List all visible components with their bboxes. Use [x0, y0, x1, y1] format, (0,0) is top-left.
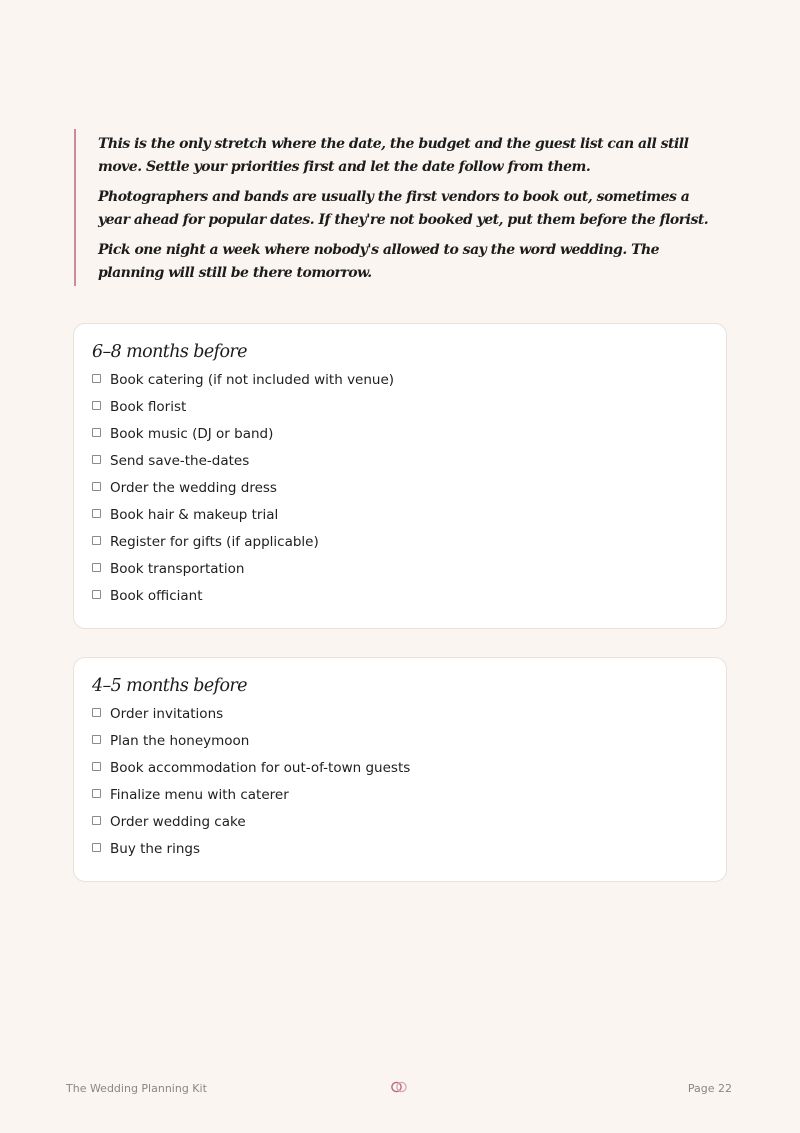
intro-tips — [74, 129, 724, 286]
checklist-item-label: Book officiant — [110, 588, 203, 604]
checkbox[interactable] — [92, 482, 101, 491]
checklist-section-4-5-months — [73, 657, 727, 882]
checklist-item-label: Book music (DJ or band) — [110, 426, 274, 442]
checkbox[interactable] — [92, 816, 101, 825]
checklist-item-label: Book florist — [110, 399, 187, 415]
checklist-item — [92, 760, 708, 787]
checklist-item-label: Book transportation — [110, 561, 245, 577]
checklist-item — [92, 534, 708, 561]
checkbox[interactable] — [92, 536, 101, 545]
checkbox[interactable] — [92, 789, 101, 798]
checklist-item — [92, 814, 708, 841]
checkbox[interactable] — [92, 762, 101, 771]
checklist-item — [92, 706, 708, 733]
checkbox[interactable] — [92, 843, 101, 852]
intro-paragraph: Pick one night a week where nobody's allowed to say the word wedding. The planning will still be there tomorrow. — [98, 242, 660, 281]
checklist-item — [92, 588, 708, 615]
checklist-item-label: Plan the honeymoon — [110, 733, 250, 749]
intro-paragraph: Photographers and bands are usually the first vendors to book out, sometimes a year ahead for popular dates. If they're not booked yet, put them before the florist. — [98, 189, 709, 228]
checklist-item — [92, 787, 708, 814]
page-footer — [66, 1080, 732, 1096]
intro-paragraph: This is the only stretch where the date, the budget and the guest list can all still move. Settle your priorities first and let the date follow from them. — [98, 136, 689, 175]
checklist-item — [92, 841, 708, 868]
checklist-item — [92, 426, 708, 453]
checklist-item — [92, 561, 708, 588]
checklist-item-label: Buy the rings — [110, 841, 201, 857]
checklist — [92, 372, 708, 615]
footer-title: The Wedding Planning Kit — [66, 1082, 207, 1095]
checkbox[interactable] — [92, 708, 101, 717]
checkbox[interactable] — [92, 401, 101, 410]
checklist-section-6-8-months — [73, 323, 727, 629]
checkbox[interactable] — [92, 455, 101, 464]
checklist-item — [92, 372, 708, 399]
checklist-item-label: Finalize menu with caterer — [110, 787, 289, 803]
checklist-item-label: Order the wedding dress — [110, 480, 277, 496]
checklist-item-label: Order wedding cake — [110, 814, 246, 830]
checkbox[interactable] — [92, 735, 101, 744]
checklist — [92, 706, 708, 868]
checkbox[interactable] — [92, 563, 101, 572]
checkbox[interactable] — [92, 509, 101, 518]
checklist-item — [92, 480, 708, 507]
section-title: 4–5 months before — [92, 676, 247, 696]
checkbox[interactable] — [92, 428, 101, 437]
interlocking-rings-icon — [390, 1080, 408, 1094]
checklist-item — [92, 507, 708, 534]
checklist-item-label: Register for gifts (if applicable) — [110, 534, 319, 550]
checkbox[interactable] — [92, 374, 101, 383]
page-number: Page 22 — [687, 1082, 732, 1095]
checklist-item-label: Book accommodation for out-of-town guests — [110, 760, 411, 776]
checklist-item — [92, 399, 708, 426]
checklist-item-label: Order invitations — [110, 706, 224, 722]
section-title: 6–8 months before — [92, 342, 247, 362]
checklist-item-label: Book hair & makeup trial — [110, 507, 279, 523]
checklist-item-label: Book catering (if not included with venue) — [110, 372, 395, 388]
checklist-item-label: Send save-the-dates — [110, 453, 250, 469]
checklist-item — [92, 453, 708, 480]
checkbox[interactable] — [92, 590, 101, 599]
checklist-item — [92, 733, 708, 760]
